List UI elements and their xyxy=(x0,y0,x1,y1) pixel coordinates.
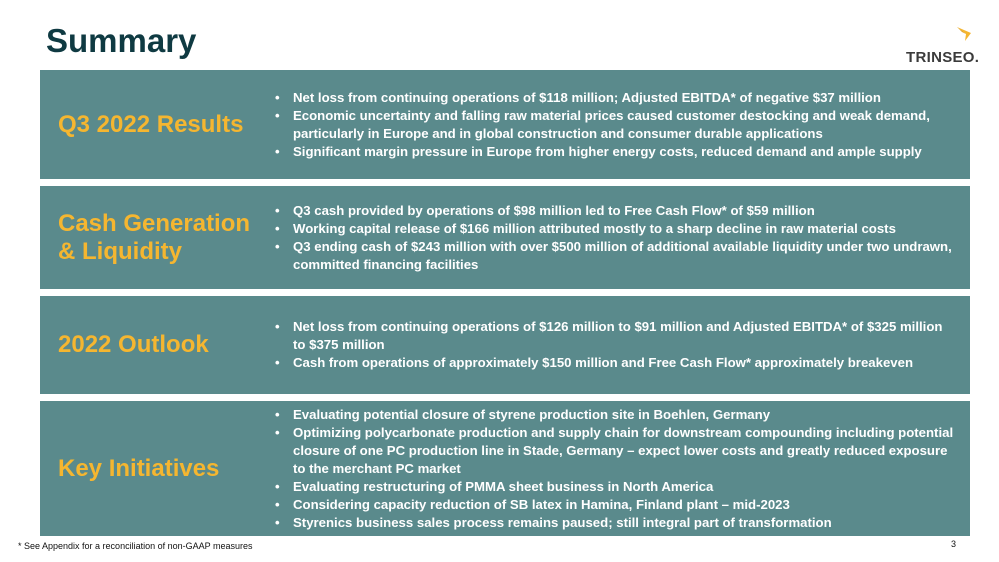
bullet-list xyxy=(274,401,956,536)
page-title: Summary xyxy=(46,22,197,59)
page-number: 3 xyxy=(951,539,957,549)
footnote: * See Appendix for a reconciliation of non-GAAP measures xyxy=(18,541,253,551)
bullet-item: • Evaluating restructuring of PMMA sheet business in North America xyxy=(274,478,956,496)
logo-text: TRINSEO. xyxy=(906,49,980,66)
bullet-item: • Significant margin pressure in Europe from higher energy costs, reduced demand and ample supply xyxy=(274,143,956,161)
bullet-item: • Net loss from continuing operations of $126 million to $91 million and Adjusted EBITDA* of $325 million to $375 million xyxy=(274,318,956,354)
section-cash-liquidity xyxy=(40,186,970,289)
bullet-item: • Cash from operations of approximately $150 million and Free Cash Flow* approximately breakeven xyxy=(274,354,956,372)
section-q3-results xyxy=(40,70,970,179)
section-label: Q3 2022 Results xyxy=(58,110,244,138)
bullet-item: • Net loss from continuing operations of $118 million; Adjusted EBITDA* of negative $37 million xyxy=(274,89,956,107)
bullet-item: • Styrenics business sales process remains paused; still integral part of transformation xyxy=(274,514,956,532)
section-key-initiatives xyxy=(40,401,970,536)
bullet-list xyxy=(274,186,956,289)
bullet-list xyxy=(274,296,956,394)
section-label: 2022 Outlook xyxy=(58,331,209,358)
bullet-item: • Working capital release of $166 million attributed mostly to a sharp decline in raw material costs xyxy=(274,220,956,238)
bullet-item: • Q3 ending cash of $243 million with over $500 million of additional available liquidity under two undrawn, committed financing facilities xyxy=(274,238,956,274)
company-logo xyxy=(906,26,982,66)
chevron-logo-icon xyxy=(956,26,972,42)
bullet-list xyxy=(274,70,956,179)
section-label: Key Initiatives xyxy=(58,454,220,482)
bullet-item: • Q3 cash provided by operations of $98 million led to Free Cash Flow* of $59 million xyxy=(274,202,956,220)
bullet-item: • Considering capacity reduction of SB latex in Hamina, Finland plant – mid-2023 xyxy=(274,496,956,514)
bullet-item: • Optimizing polycarbonate production and supply chain for downstream compounding including potential closure of one PC production line in Stade, Germany – expect lower costs and greatly reduced exposure to the merchant PC market xyxy=(274,424,956,478)
section-label: Cash Generation & Liquidity xyxy=(58,209,251,265)
bullet-item: • Economic uncertainty and falling raw material prices caused customer destocking and weak demand, particularly in Europe and in global construction and consumer durable applications xyxy=(274,107,956,143)
section-outlook xyxy=(40,296,970,394)
bullet-item: • Evaluating potential closure of styrene production site in Boehlen, Germany xyxy=(274,406,956,424)
